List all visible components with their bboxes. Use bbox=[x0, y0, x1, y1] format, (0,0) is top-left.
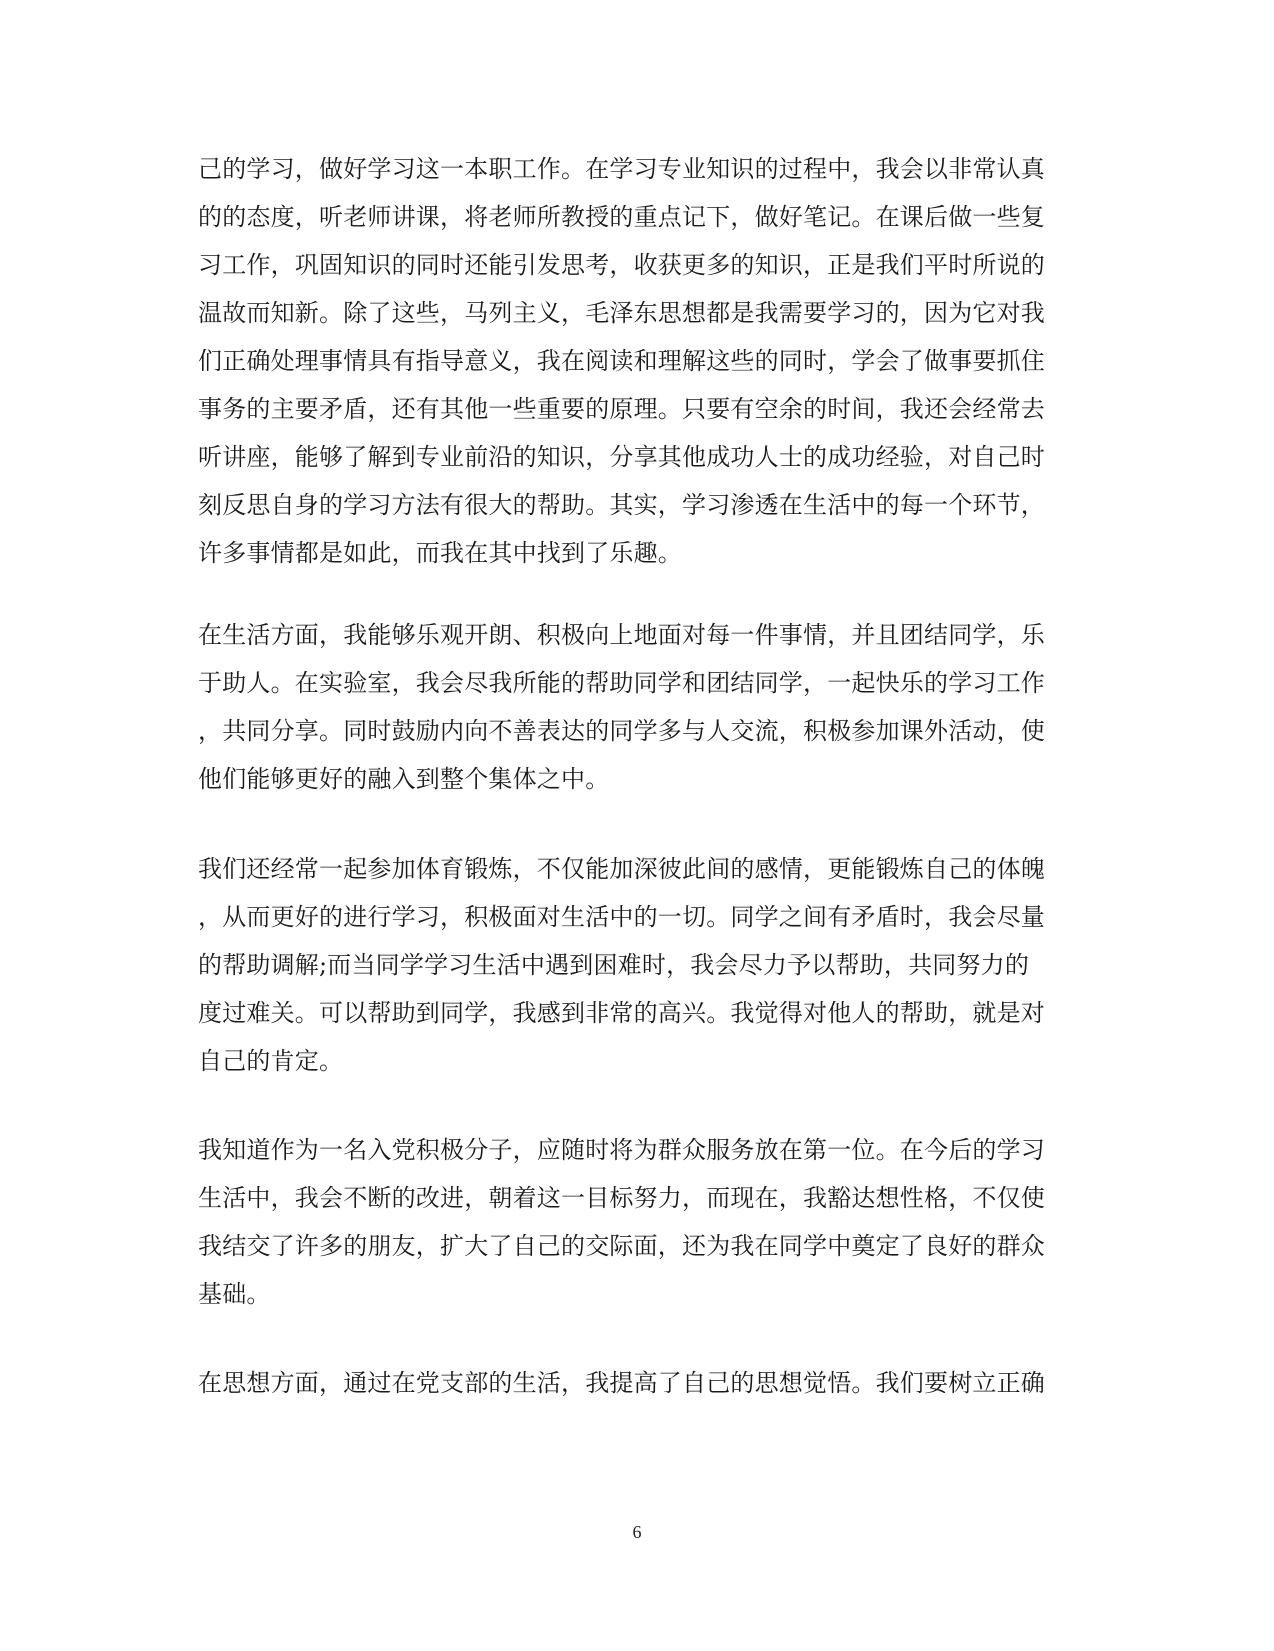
text-line: 基础。 bbox=[198, 1280, 271, 1308]
text-line: 生活中，我会不断的改进，朝着这一目标努力，而现在，我豁达想性格，不仅使 bbox=[198, 1184, 1045, 1212]
paragraph-party bbox=[198, 1126, 1078, 1318]
text-line: 的帮助调解;而当同学学习生活中遇到困难时，我会尽力予以帮助，共同努力的 bbox=[198, 951, 1030, 979]
paragraph-study bbox=[198, 145, 1078, 577]
paragraph-sports bbox=[198, 845, 1078, 1085]
text-line: 我结交了许多的朋友，扩大了自己的交际面，还为我在同学中奠定了良好的群众 bbox=[198, 1232, 1045, 1260]
text-line: 们正确处理事情具有指导意义，我在阅读和理解这些的同时，学会了做事要抓住 bbox=[198, 347, 1045, 375]
text-line: 在思想方面，通过在党支部的生活，我提高了自己的思想觉悟。我们要树立正确 bbox=[198, 1369, 1045, 1397]
text-line: 我们还经常一起参加体育锻炼，不仅能加深彼此间的感情，更能锻炼自己的体魄 bbox=[198, 855, 1045, 883]
text-line: ，从而更好的进行学习，积极面对生活中的一切。同学之间有矛盾时，我会尽量 bbox=[198, 903, 1045, 931]
text-line: 事务的主要矛盾，还有其他一些重要的原理。只要有空余的时间，我还会经常去 bbox=[198, 395, 1045, 423]
text-line: 己的学习，做好学习这一本职工作。在学习专业知识的过程中，我会以非常认真 bbox=[198, 155, 1045, 183]
text-line: 在生活方面，我能够乐观开朗、积极向上地面对每一件事情，并且团结同学，乐 bbox=[198, 621, 1045, 649]
text-line: 刻反思自身的学习方法有很大的帮助。其实，学习渗透在生活中的每一个环节， bbox=[198, 491, 1045, 519]
text-line: 度过难关。可以帮助到同学，我感到非常的高兴。我觉得对他人的帮助，就是对 bbox=[198, 999, 1045, 1027]
text-line: 我知道作为一名入党积极分子，应随时将为群众服务放在第一位。在今后的学习 bbox=[198, 1136, 1045, 1164]
paragraph-thought bbox=[198, 1359, 1078, 1407]
text-line: 的的态度，听老师讲课，将老师所教授的重点记下，做好笔记。在课后做一些复 bbox=[198, 203, 1045, 231]
text-line: 温故而知新。除了这些，马列主义，毛泽东思想都是我需要学习的，因为它对我 bbox=[198, 299, 1045, 327]
text-line: 于助人。在实验室，我会尽我所能的帮助同学和团结同学，一起快乐的学习工作 bbox=[198, 669, 1045, 697]
text-line: 自己的肯定。 bbox=[198, 1047, 344, 1075]
text-line: 习工作，巩固知识的同时还能引发思考，收获更多的知识，正是我们平时所说的 bbox=[198, 251, 1045, 279]
page-number: 6 bbox=[632, 1522, 642, 1542]
text-line: ，共同分享。同时鼓励内向不善表达的同学多与人交流，积极参加课外活动，使 bbox=[198, 717, 1045, 745]
text-line: 许多事情都是如此，而我在其中找到了乐趣。 bbox=[198, 539, 682, 567]
text-line: 听讲座，能够了解到专业前沿的知识，分享其他成功人士的成功经验，对自己时 bbox=[198, 443, 1045, 471]
text-line: 他们能够更好的融入到整个集体之中。 bbox=[198, 765, 610, 793]
paragraph-life bbox=[198, 611, 1078, 803]
